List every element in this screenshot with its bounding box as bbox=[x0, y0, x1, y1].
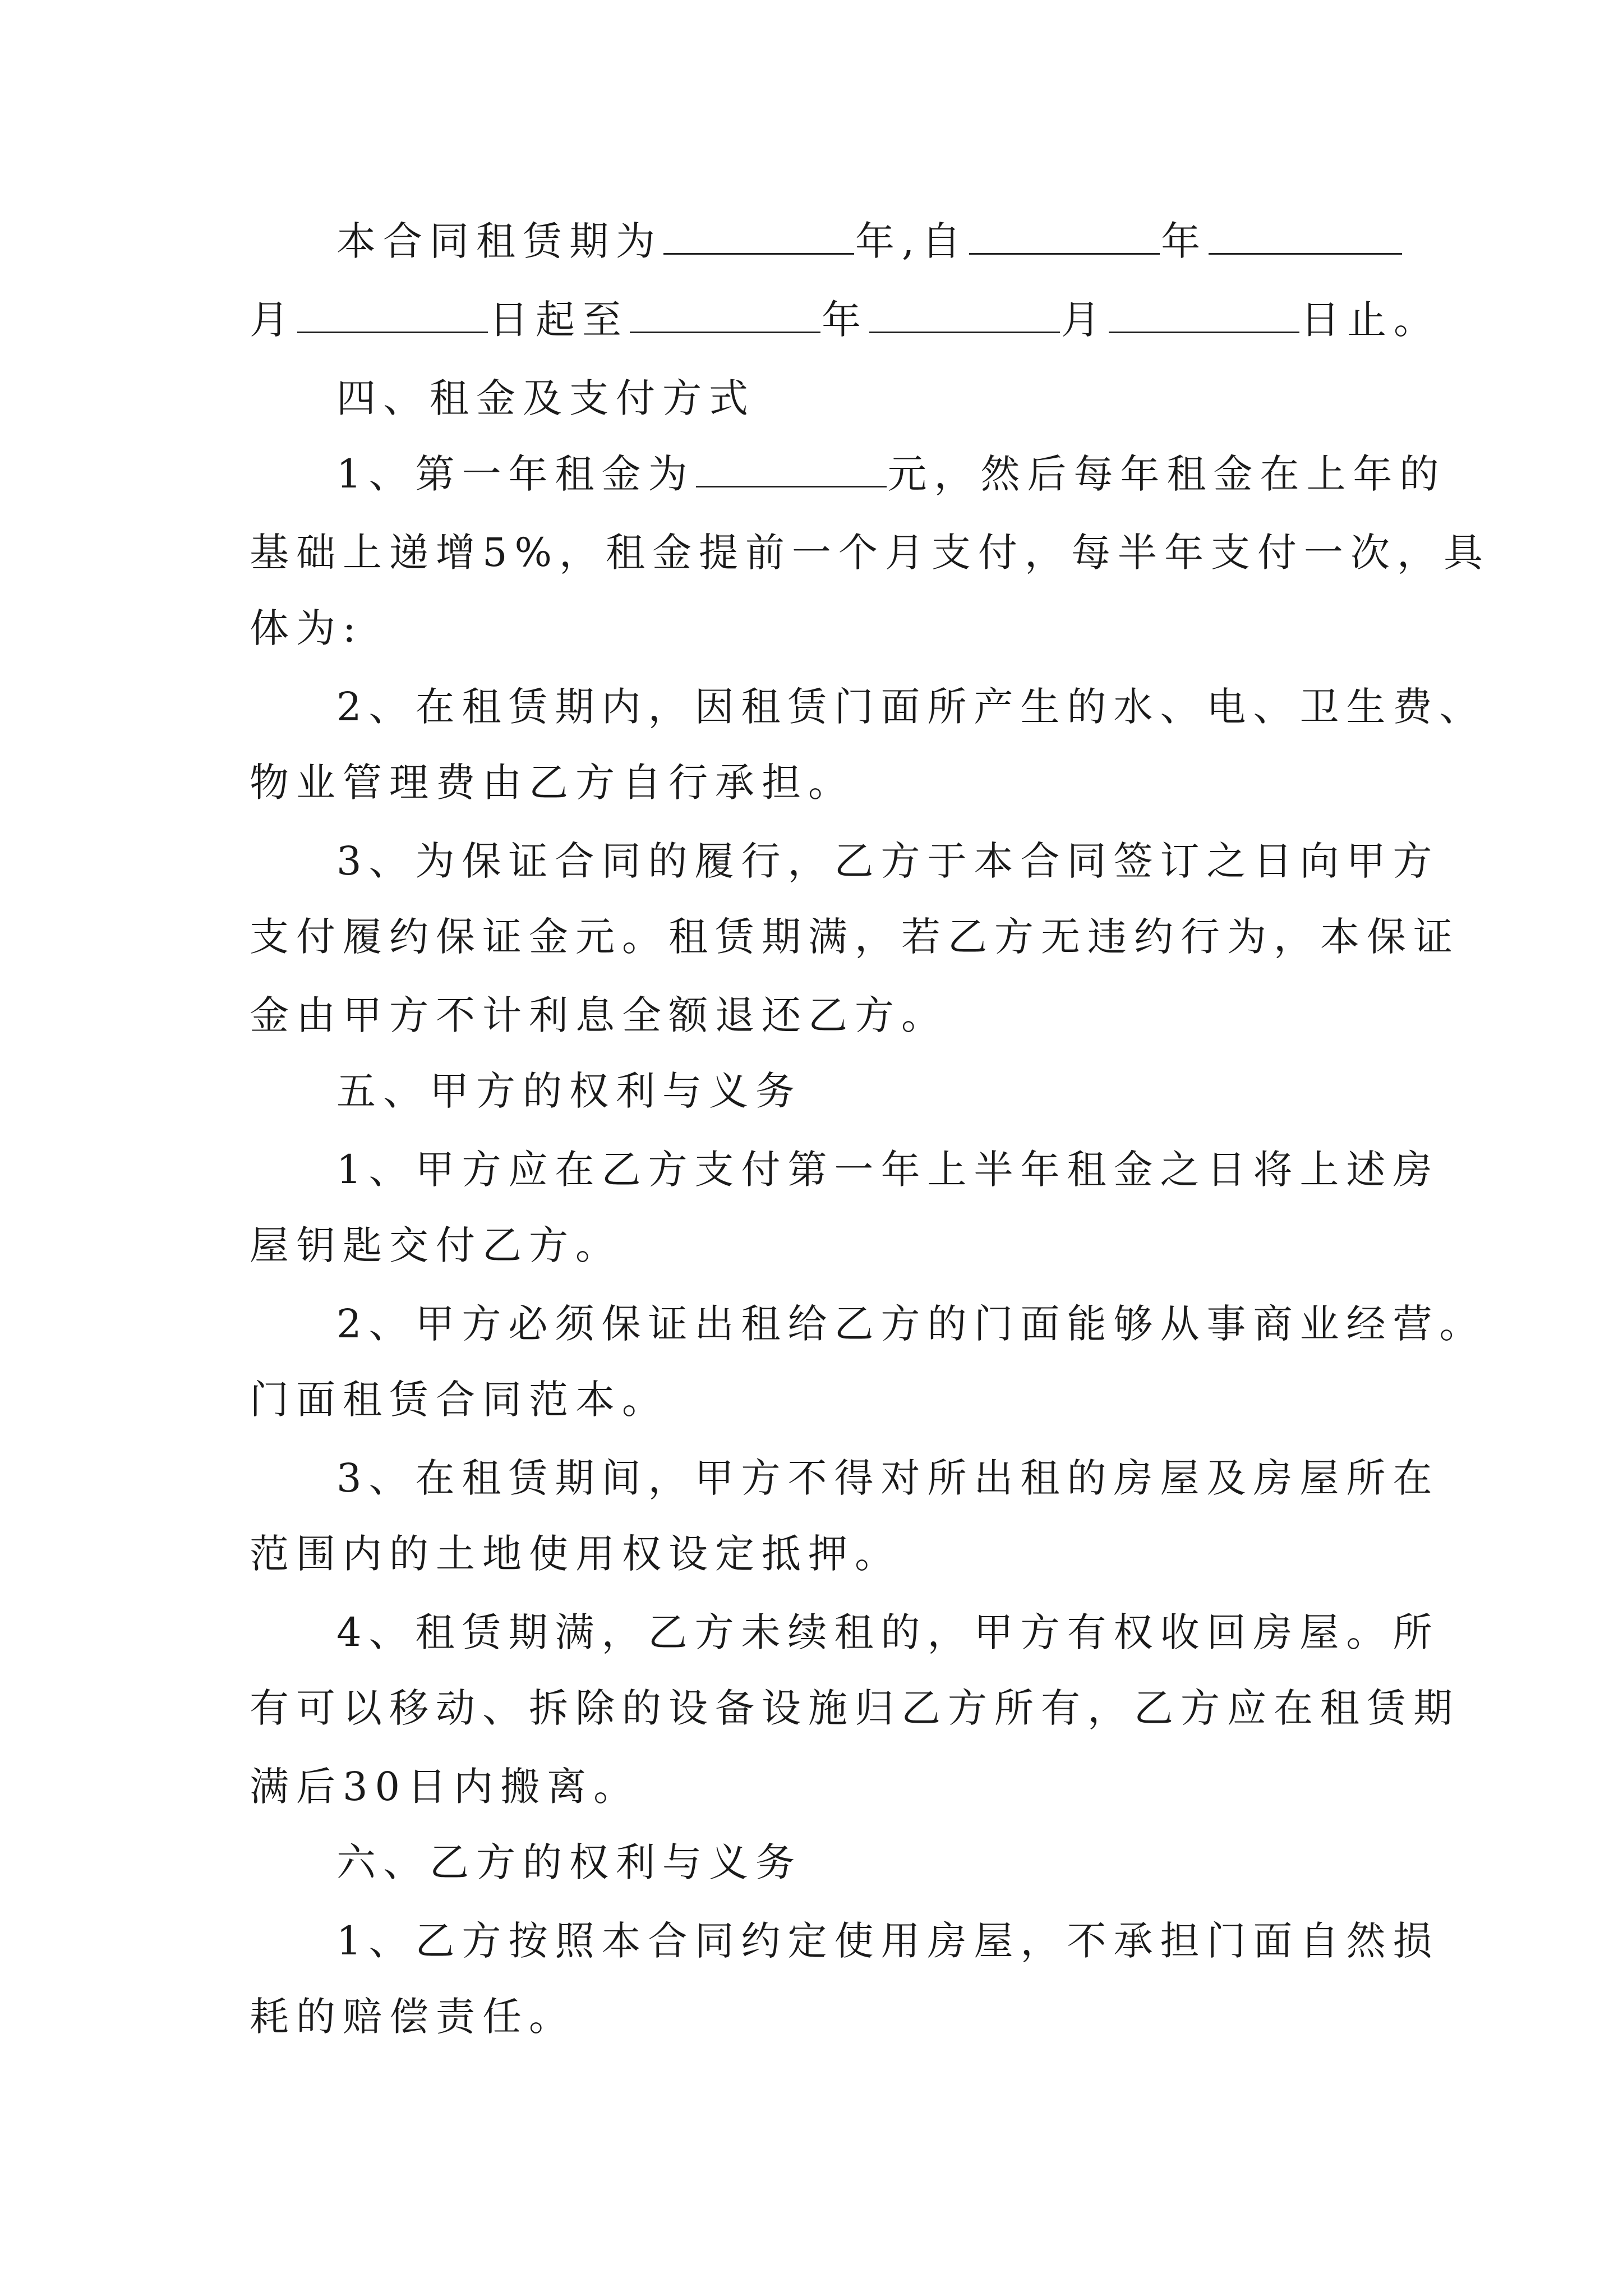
rent-item-1-line-2: 基础上递增5%，租金提前一个月支付，每半年支付一次，具 bbox=[250, 530, 1491, 576]
party-a-item-4-line-2: 有可以移动、拆除的设备设施归乙方所有，乙方应在租赁期 bbox=[250, 1685, 1460, 1731]
party-a-item-1-line-2: 屋钥匙交付乙方。 bbox=[250, 1222, 622, 1268]
lease-term-text: 月 bbox=[1061, 297, 1108, 343]
rent-item-3-line-2: 支付履约保证金元。租赁期满，若乙方无违约行为，本保证 bbox=[250, 914, 1460, 960]
section-heading-rent: 四、租金及支付方式 bbox=[336, 375, 755, 421]
party-a-item-3-line-1: 3、在租赁期间，甲方不得对所出租的房屋及房屋所在 bbox=[336, 1455, 1440, 1501]
section-heading-party-b: 六、乙方的权利与义务 bbox=[336, 1839, 802, 1885]
blank-field bbox=[630, 297, 820, 333]
party-a-item-4-line-3: 满后30日内搬离。 bbox=[250, 1764, 640, 1810]
lease-term-line-1 bbox=[336, 213, 1403, 269]
rent-item-1-prefix: 1、第一年租金为 bbox=[336, 451, 695, 497]
lease-term-text: 月 bbox=[250, 297, 296, 343]
rent-item-2-line-2: 物业管理费由乙方自行承担。 bbox=[250, 760, 855, 806]
blank-field bbox=[969, 218, 1160, 255]
blank-field bbox=[869, 297, 1060, 333]
blank-field bbox=[1109, 297, 1299, 333]
blank-field bbox=[297, 297, 488, 333]
blank-field bbox=[696, 451, 887, 487]
rent-item-3-line-3: 金由甲方不计利息全额退还乙方。 bbox=[250, 992, 948, 1038]
party-a-item-3-line-2: 范围内的土地使用权设定抵押。 bbox=[250, 1531, 901, 1577]
party-a-item-4-line-1: 4、租赁期满，乙方未续租的，甲方有权收回房屋。所 bbox=[336, 1609, 1440, 1655]
lease-term-prefix: 本合同租赁期为 bbox=[336, 218, 662, 264]
rent-item-1-line-1 bbox=[336, 446, 1446, 502]
lease-term-text: 年 bbox=[1161, 218, 1208, 264]
party-a-item-1-line-1: 1、甲方应在乙方支付第一年上半年租金之日将上述房 bbox=[336, 1147, 1440, 1193]
party-b-item-1-line-2: 耗的赔偿责任。 bbox=[250, 1994, 575, 2040]
section-heading-party-a: 五、甲方的权利与义务 bbox=[336, 1068, 802, 1114]
blank-field bbox=[663, 218, 854, 255]
lease-term-text: 年,自 bbox=[855, 218, 969, 264]
lease-term-text: 日起至 bbox=[489, 297, 629, 343]
lease-term-line-2 bbox=[250, 292, 1440, 348]
party-a-item-2-line-2: 门面租赁合同范本。 bbox=[250, 1377, 668, 1423]
rent-item-1-suffix: 元，然后每年租金在上年的 bbox=[887, 451, 1446, 497]
rent-item-1-line-3: 体为: bbox=[250, 605, 363, 651]
party-b-item-1-line-1: 1、乙方按照本合同约定使用房屋，不承担门面自然损 bbox=[336, 1918, 1440, 1964]
lease-term-text: 日止。 bbox=[1301, 297, 1440, 343]
rent-item-2-line-1: 2、在租赁期内，因租赁门面所产生的水、电、卫生费、 bbox=[336, 684, 1486, 730]
party-a-item-2-line-1: 2、甲方必须保证出租给乙方的门面能够从事商业经营。 bbox=[336, 1301, 1486, 1347]
rent-item-3-line-1: 3、为保证合同的履行，乙方于本合同签订之日向甲方 bbox=[336, 838, 1440, 884]
lease-term-text: 年 bbox=[822, 297, 868, 343]
blank-field bbox=[1209, 218, 1402, 255]
